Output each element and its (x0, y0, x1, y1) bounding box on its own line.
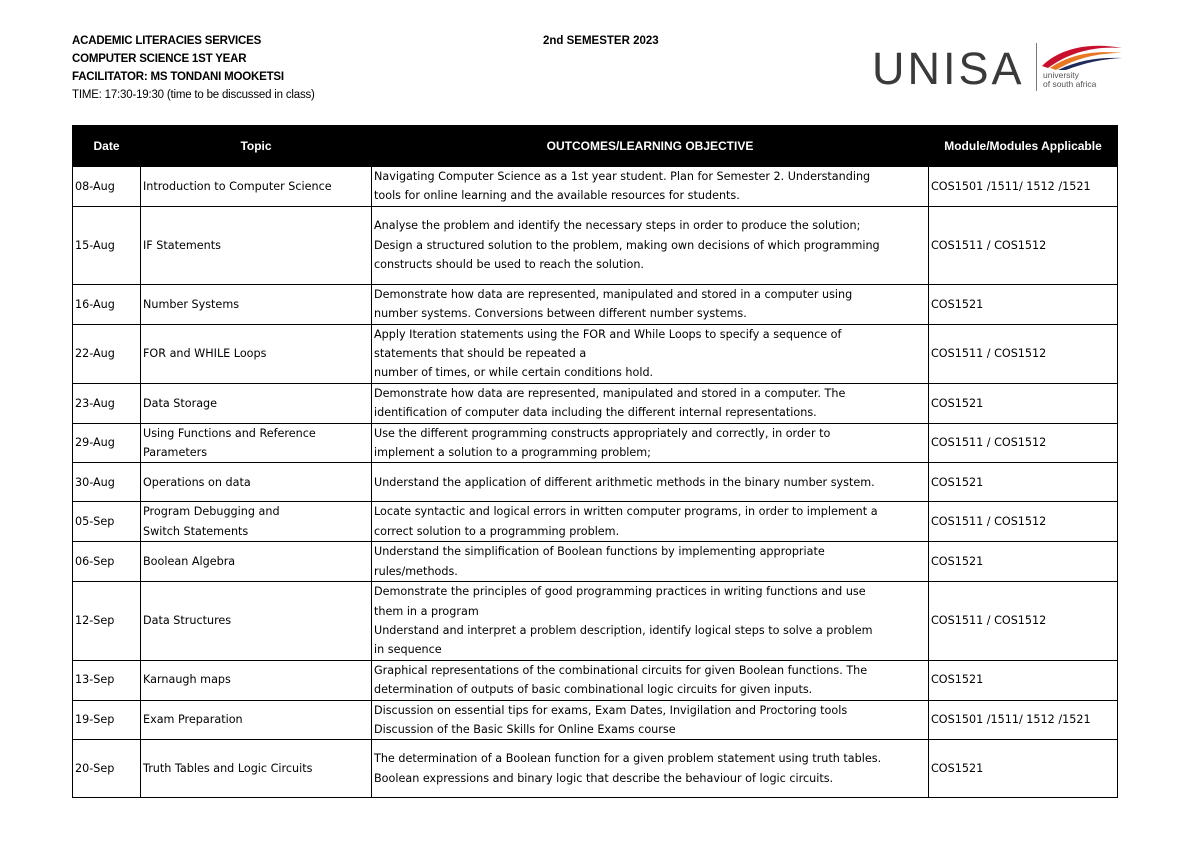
objective-line: Understand the application of different arithmetic methods in the binary number system. (374, 475, 875, 489)
cell-date: 22-Aug (73, 324, 141, 383)
objective-line: number systems. Conversions between different number systems. (374, 307, 747, 321)
cell-modules: COS1521 (929, 740, 1118, 798)
objective-line: Navigating Computer Science as a 1st year student. Plan for Semester 2. Understanding (374, 170, 871, 183)
cell-date: 08-Aug (73, 167, 141, 207)
objective-line: Discussion of the Basic Skills for Online Exams course (374, 722, 676, 736)
cell-objective (372, 324, 929, 383)
cell-date: 06-Sep (73, 542, 141, 582)
objective-line: correct solution to a programming problem. (374, 524, 620, 538)
topic-line: Boolean Algebra (143, 554, 236, 568)
objective-line: determination of outputs of basic combinational logic circuits for given inputs. (374, 683, 813, 697)
cell-objective (372, 740, 929, 798)
cell-topic (141, 284, 372, 324)
table-row (73, 284, 1118, 324)
schedule-rows (73, 167, 1118, 798)
objective-line: Demonstrate the principles of good programming practices in writing functions and use (374, 585, 866, 599)
table-row (73, 167, 1118, 207)
logo-subtitle (1043, 71, 1096, 89)
cell-topic (141, 383, 372, 423)
semester-label: 2nd SEMESTER 2023 (543, 35, 659, 47)
logo-sub-line2: of south africa (1043, 79, 1097, 89)
cell-topic (141, 740, 372, 798)
cell-modules: COS1511 / COS1512 (929, 582, 1118, 661)
topic-line: Operations on data (143, 475, 251, 489)
cell-date: 20-Sep (73, 740, 141, 798)
cell-objective (372, 423, 929, 463)
topic-line: Exam Preparation (143, 713, 243, 727)
objective-line: Boolean expressions and binary logic that describe the behaviour of logic circuits. (374, 771, 834, 785)
table-row (73, 324, 1118, 383)
topic-line: Truth Tables and Logic Circuits (143, 762, 313, 776)
cell-objective (372, 542, 929, 582)
facilitator: FACILITATOR: MS TONDANI MOOKETSI (72, 71, 284, 83)
cell-modules: COS1521 (929, 542, 1118, 582)
cell-modules: COS1521 (929, 284, 1118, 324)
table-row (73, 740, 1118, 798)
cell-objective (372, 660, 929, 700)
cell-date: 29-Aug (73, 423, 141, 463)
cell-modules: COS1511 / COS1512 (929, 206, 1118, 284)
cell-objective (372, 463, 929, 502)
topic-line: FOR and WHILE Loops (143, 347, 267, 361)
cell-objective (372, 700, 929, 740)
cell-objective (372, 582, 929, 661)
objective-line: The determination of a Boolean function for a given problem statement using truth tables. (374, 752, 882, 766)
table-row (73, 700, 1118, 740)
cell-objective (372, 167, 929, 207)
cell-topic (141, 582, 372, 661)
table-row (73, 206, 1118, 284)
cell-modules: COS1501 /1511/ 1512 /1521 (929, 700, 1118, 740)
cell-modules: COS1521 (929, 383, 1118, 423)
objective-line: them in a program (374, 604, 479, 618)
cell-date: 16-Aug (73, 284, 141, 324)
topic-line: Parameters (143, 446, 208, 460)
table-row (73, 502, 1118, 542)
objective-line: Locate syntactic and logical errors in written computer programs, in order to implement a (374, 505, 878, 519)
cell-modules: COS1511 / COS1512 (929, 324, 1118, 383)
objective-line: Design a structured solution to the problem, making own decisions of which programming (374, 238, 880, 252)
table-row (73, 383, 1118, 423)
schedule-table (72, 125, 1118, 798)
objective-line: Apply Iteration statements using the FOR and While Loops to specify a sequence of (374, 327, 842, 341)
objective-line: number of times, or while certain conditions hold. (374, 366, 654, 380)
unisa-logo (872, 38, 1122, 98)
objective-line: statements that should be repeated a (374, 347, 587, 361)
topic-line: IF Statements (143, 238, 221, 252)
cell-topic (141, 206, 372, 284)
col-header-date: Date (73, 126, 141, 167)
objective-line: Understand the simplification of Boolean functions by implementing appropriate (374, 545, 825, 559)
topic-line: Karnaugh maps (143, 673, 231, 687)
table-row (73, 423, 1118, 463)
topic-line: Using Functions and Reference (143, 426, 316, 440)
objective-line: Graphical representations of the combinational circuits for given Boolean functions. The (374, 663, 868, 677)
table-row (73, 582, 1118, 661)
session-time: TIME: 17:30-19:30 (time to be discussed in class) (72, 89, 315, 101)
cell-modules: COS1511 / COS1512 (929, 502, 1118, 542)
objective-line: Use the different programming constructs appropriately and correctly, in order to (374, 426, 831, 440)
cell-date: 15-Aug (73, 206, 141, 284)
course-name: COMPUTER SCIENCE 1ST YEAR (72, 53, 247, 65)
cell-topic (141, 167, 372, 207)
objective-line: in sequence (374, 643, 442, 657)
cell-date: 30-Aug (73, 463, 141, 502)
logo-swoosh-icon (1040, 40, 1124, 70)
topic-line: Switch Statements (143, 524, 249, 538)
cell-date: 05-Sep (73, 502, 141, 542)
cell-objective (372, 284, 929, 324)
objective-line: rules/methods. (374, 564, 458, 578)
objective-line: implement a solution to a programming problem; (374, 446, 651, 460)
cell-modules: COS1521 (929, 660, 1118, 700)
cell-topic (141, 423, 372, 463)
cell-topic (141, 542, 372, 582)
cell-topic (141, 463, 372, 502)
table-row (73, 542, 1118, 582)
logo-divider (1036, 43, 1037, 91)
table-row (73, 463, 1118, 502)
document-header (72, 32, 315, 104)
org-name: ACADEMIC LITERACIES SERVICES (72, 35, 262, 47)
topic-line: Data Structures (143, 614, 232, 628)
objective-line: tools for online learning and the available resources for students. (374, 189, 740, 203)
cell-date: 13-Sep (73, 660, 141, 700)
col-header-objective: OUTCOMES/LEARNING OBJECTIVE (372, 126, 929, 167)
topic-line: Number Systems (143, 297, 240, 311)
cell-modules: COS1521 (929, 463, 1118, 502)
cell-topic (141, 660, 372, 700)
cell-modules: COS1501 /1511/ 1512 /1521 (929, 167, 1118, 207)
cell-topic (141, 324, 372, 383)
objective-line: identification of computer data including the different internal representations. (374, 406, 817, 420)
cell-objective (372, 502, 929, 542)
logo-sub-line1: university (1043, 70, 1079, 80)
cell-topic (141, 700, 372, 740)
topic-line: Data Storage (143, 396, 218, 410)
table-row (73, 660, 1118, 700)
cell-objective (372, 206, 929, 284)
col-header-topic: Topic (141, 126, 372, 167)
objective-line: Discussion on essential tips for exams, Exam Dates, Invigilation and Proctoring tools (374, 703, 848, 717)
cell-date: 23-Aug (73, 383, 141, 423)
cell-date: 12-Sep (73, 582, 141, 661)
col-header-modules: Module/Modules Applicable (929, 126, 1118, 167)
cell-date: 19-Sep (73, 700, 141, 740)
topic-line: Program Debugging and (143, 505, 280, 519)
objective-line: constructs should be used to reach the solution. (374, 258, 644, 272)
cell-objective (372, 383, 929, 423)
objective-line: Analyse the problem and identify the necessary steps in order to produce the solution; (374, 219, 861, 233)
table-header-row (73, 126, 1118, 167)
objective-line: Understand and interpret a problem description, identify logical steps to solve a problem (374, 623, 873, 637)
cell-topic (141, 502, 372, 542)
topic-line: Introduction to Computer Science (143, 179, 332, 193)
objective-line: Demonstrate how data are represented, manipulated and stored in a computer using (374, 287, 853, 301)
objective-line: Demonstrate how data are represented, manipulated and stored in a computer. The (374, 386, 846, 400)
cell-modules: COS1511 / COS1512 (929, 423, 1118, 463)
logo-wordmark: UNISA (872, 43, 1025, 94)
